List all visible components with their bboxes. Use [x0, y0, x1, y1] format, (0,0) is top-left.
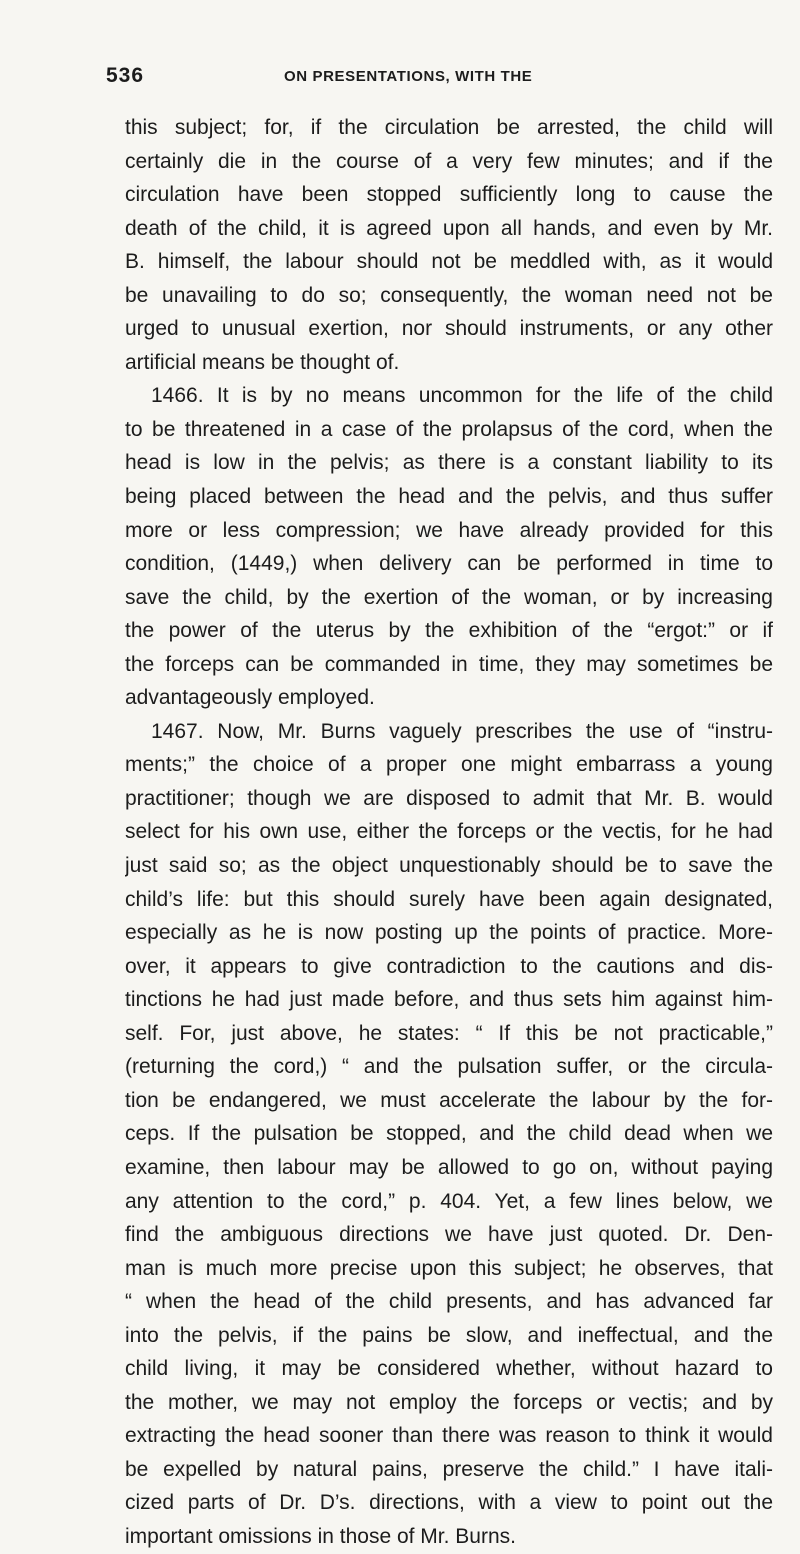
text-line: any attention to the cord,” p. 404. Yet, a few lines below, we [125, 1189, 773, 1213]
body-text [125, 111, 773, 1554]
text-line: especially as he is now posting up the points of practice. More- [125, 921, 773, 945]
text-line: artificial means be thought of. [125, 350, 400, 374]
text-line: just said so; as the object unquestionably should be to save the [125, 854, 773, 878]
paragraph-1467-start: 1467. Now, Mr. Burns vaguely prescribes the use of “instru- [151, 719, 773, 743]
text-line: being placed between the head and the pelvis, and thus suffer [125, 485, 773, 509]
page-header [106, 64, 746, 94]
page-number: 536 [106, 64, 145, 87]
text-line: be expelled by natural pains, preserve the child.” I have itali- [125, 1457, 773, 1481]
text-line: ments;” the choice of a proper one might embarrass a young [125, 753, 773, 777]
text-line: important omissions in those of Mr. Burns. [125, 1524, 516, 1548]
text-line: (returning the cord,) “ and the pulsation suffer, or the circula- [125, 1055, 773, 1079]
text-line: the mother, we may not employ the forceps or vectis; and by [125, 1390, 773, 1414]
text-line: condition, (1449,) when delivery can be performed in time to [125, 552, 773, 576]
text-line: over, it appears to give contradiction to the cautions and dis- [125, 954, 773, 978]
text-line: B. himself, the labour should not be meddled with, as it would [125, 250, 773, 274]
text-line: child’s life: but this should surely have been again designated, [125, 887, 773, 911]
text-line: examine, then labour may be allowed to go on, without paying [125, 1155, 773, 1179]
text-line: death of the child, it is agreed upon all hands, and even by Mr. [125, 216, 773, 240]
text-line: tion be endangered, we must accelerate the labour by the for- [125, 1088, 773, 1112]
text-line: “ when the head of the child presents, and has advanced far [125, 1290, 773, 1314]
text-line: certainly die in the course of a very few minutes; and if the [125, 149, 773, 173]
text-line: man is much more precise upon this subject; he observes, that [125, 1256, 773, 1280]
text-line: ceps. If the pulsation be stopped, and the child dead when we [125, 1122, 773, 1146]
text-line: save the child, by the exertion of the woman, or by increasing [125, 585, 773, 609]
running-head: ON PRESENTATIONS, WITH THE [284, 68, 533, 85]
text-line: more or less compression; we have already provided for this [125, 518, 773, 542]
text-line: tinctions he had just made before, and thus sets him against him- [125, 988, 773, 1012]
text-line: self. For, just above, he states: “ If this be not practicable,” [125, 1021, 773, 1045]
text-line: extracting the head sooner than there was reason to think it would [125, 1424, 773, 1448]
text-line: find the ambiguous directions we have just quoted. Dr. Den- [125, 1223, 773, 1247]
text-line: be unavailing to do so; consequently, the woman need not be [125, 283, 773, 307]
text-line: into the pelvis, if the pains be slow, and ineffectual, and the [125, 1323, 773, 1347]
text-line: select for his own use, either the forceps or the vectis, for he had [125, 820, 773, 844]
text-line: to be threatened in a case of the prolapsus of the cord, when the [125, 417, 773, 441]
text-line: urged to unusual exertion, nor should instruments, or any other [125, 317, 773, 341]
text-line: advantageously employed. [125, 686, 375, 710]
text-line: child living, it may be considered whether, without hazard to [125, 1357, 773, 1381]
paragraph-1466-start: 1466. It is by no means uncommon for the life of the child [151, 384, 773, 408]
text-line: the forceps can be commanded in time, they may sometimes be [125, 652, 773, 676]
text-line: the power of the uterus by the exhibition of the “ergot:” or if [125, 619, 773, 643]
text-line: practitioner; though we are disposed to admit that Mr. B. would [125, 786, 773, 810]
text-line: cized parts of Dr. D’s. directions, with a view to point out the [125, 1491, 773, 1515]
text-line: this subject; for, if the circulation be arrested, the child will [125, 116, 773, 139]
text-line: circulation have been stopped sufficiently long to cause the [125, 183, 773, 207]
text-line: head is low in the pelvis; as there is a constant liability to its [125, 451, 773, 475]
